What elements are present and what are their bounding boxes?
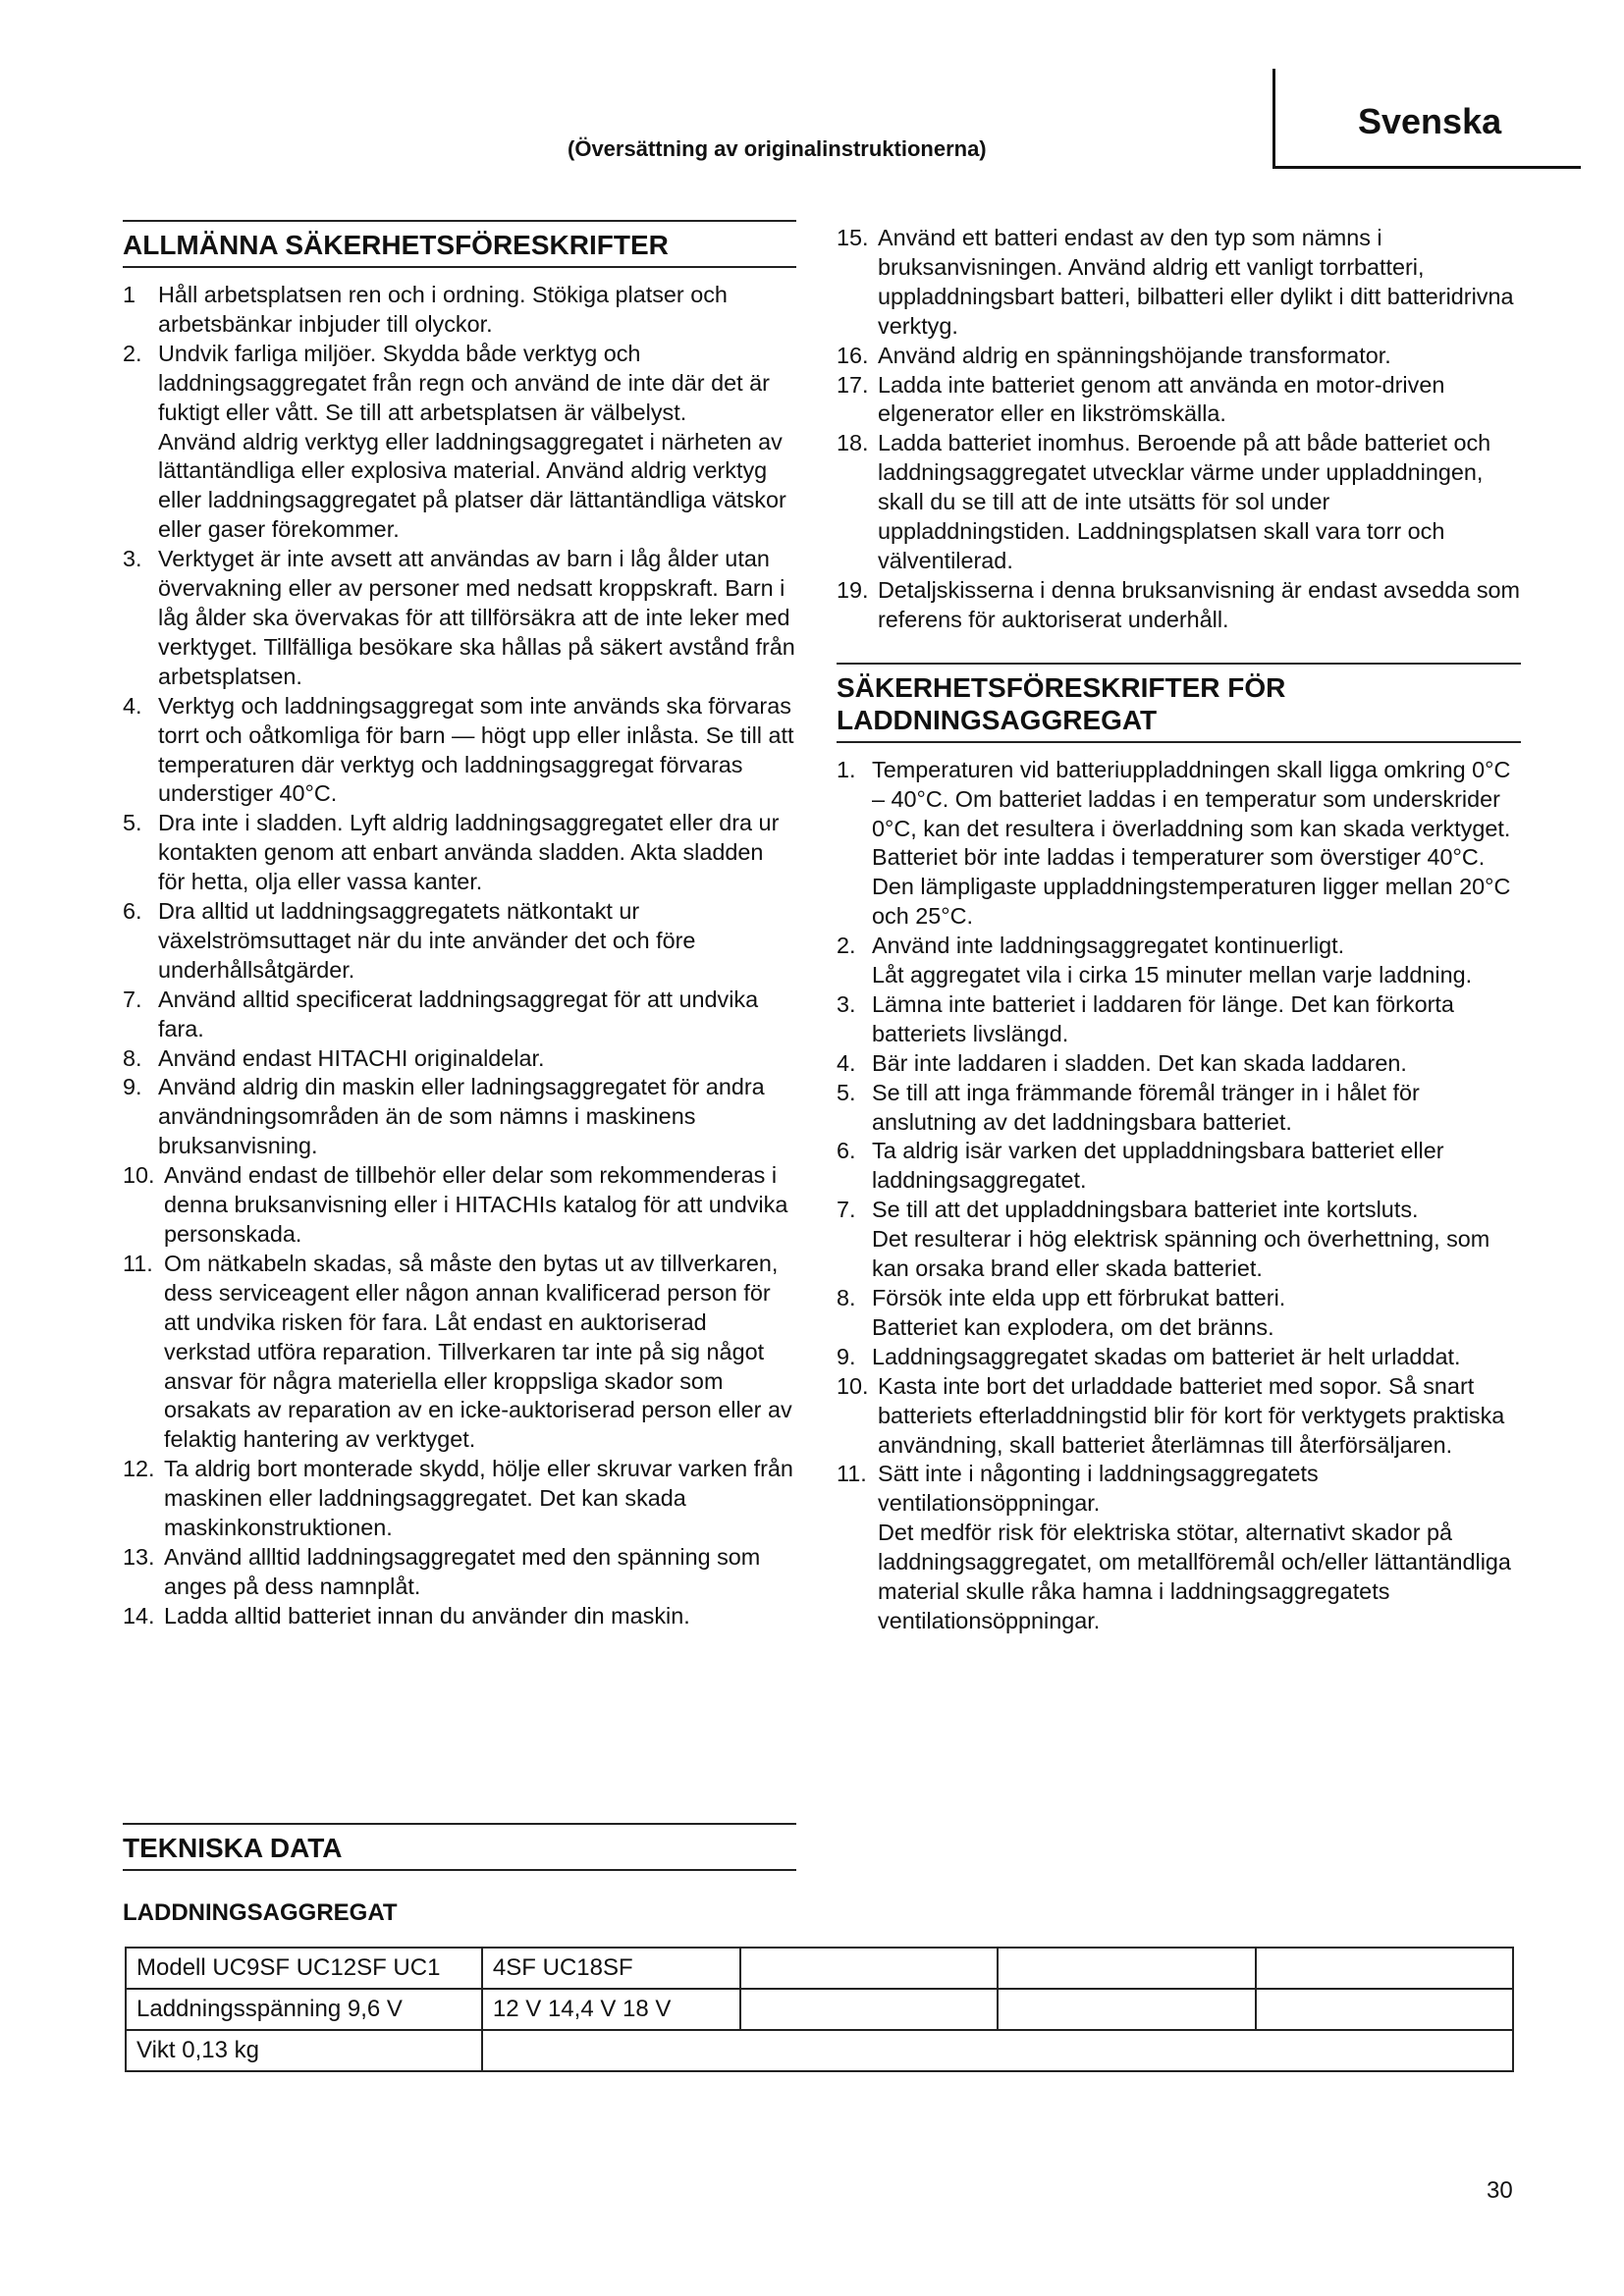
- list-item: [837, 576, 1521, 635]
- item-text: [872, 1049, 1521, 1079]
- item-paragraph: Den lämpligaste uppladdningstemperaturen ligger mellan 20°C och 25°C.: [872, 874, 1511, 930]
- item-text: [878, 429, 1521, 576]
- list-item: [837, 1079, 1521, 1138]
- item-paragraph: Dra alltid ut laddningsaggregatets nätkontakt ur växelströmsuttaget när du inte använder det och före underhållsåtgärder.: [158, 898, 696, 983]
- item-paragraph: Kasta inte bort det urladdade batteriet med sopor. Så snart batteriets efterladdningstid blir för kort för verktygets praktiska användning, skall batteriet återlämnas till återförsäljaren.: [878, 1372, 1505, 1458]
- list-item: [837, 1196, 1521, 1284]
- item-text: [878, 1460, 1521, 1635]
- item-text: [878, 576, 1521, 635]
- right-column: [837, 224, 1521, 1636]
- list-item: [837, 342, 1521, 371]
- spec-table: [125, 1947, 1514, 2072]
- item-text: [872, 1079, 1521, 1138]
- item-number: 6.: [123, 898, 142, 925]
- item-number: 11.: [123, 1250, 153, 1276]
- item-number: 9.: [123, 1074, 142, 1100]
- item-number: 16.: [837, 342, 869, 368]
- item-number: 8.: [837, 1285, 856, 1310]
- item-text: [872, 990, 1521, 1049]
- item-paragraph: Ta aldrig bort monterade skydd, hölje eller skruvar varken från maskinen eller laddningsaggregatet. Det kan skada maskinkonstruktionen.: [164, 1456, 793, 1541]
- item-number: 7.: [837, 1197, 856, 1223]
- list-item: [837, 756, 1521, 932]
- item-paragraph: Använd endast de tillbehör eller delar som rekommenderas i denna bruksanvisning eller i HITACHIs katalog för att undvika personskada.: [164, 1162, 788, 1247]
- item-paragraph: Temperaturen vid batteriuppladdningen skall ligga omkring 0°C – 40°C. Om batteriet laddas i en temperatur som underskrider 0°C, kan det resultera i överladdning som kan skada verktyget.: [872, 756, 1511, 841]
- item-paragraph: Använd endast HITACHI originaldelar.: [158, 1044, 545, 1071]
- item-paragraph: Använd aldrig verktyg eller laddningsaggregatet i närheten av lättantändliga eller explosiva material. Använd aldrig verktyg eller laddningsaggregatet på platser där lättantändliga vätskor eller gaser förekommer.: [158, 428, 786, 543]
- item-text: [164, 1161, 796, 1250]
- list-item: [123, 1073, 796, 1161]
- list-item: [837, 990, 1521, 1049]
- list-item: [123, 1161, 796, 1250]
- list-item: [837, 1137, 1521, 1196]
- list-item: [837, 371, 1521, 430]
- item-number: 7.: [123, 986, 142, 1012]
- item-text: [158, 340, 796, 545]
- item-text: [878, 371, 1521, 430]
- technical-heading: TEKNISKA DATA: [123, 1823, 796, 1871]
- list-item: [837, 1460, 1521, 1635]
- list-item: [123, 1250, 796, 1455]
- general-safety-heading: ALLMÄNNA SÄKERHETSFÖRESKRIFTER: [123, 220, 796, 268]
- spec-cell: [1256, 1989, 1513, 2030]
- item-text: [872, 1284, 1521, 1343]
- item-number: 10.: [123, 1162, 155, 1189]
- list-item: [837, 224, 1521, 342]
- item-text: [878, 342, 1521, 371]
- item-paragraph: Det medför risk för elektriska stötar, alternativt skador på laddningsaggregatet, om metallföremål och/eller lättantändliga material skulle råka hamna i laddningsaggregatets ventilationsöppningar.: [878, 1520, 1511, 1633]
- item-text: [164, 1455, 796, 1543]
- item-paragraph: Undvik farliga miljöer. Skydda både verktyg och laddningsaggregatet från regn och använd de inte där det är fuktigt eller vått. Se till att arbetsplatsen är välbelyst.: [158, 340, 770, 425]
- item-number: 5.: [123, 810, 142, 836]
- item-text: [872, 1137, 1521, 1196]
- spec-cell: Vikt 0,13 kg: [126, 2030, 482, 2071]
- item-paragraph: Använd inte laddningsaggregatet kontinuerligt.: [872, 933, 1345, 959]
- list-item: [123, 1602, 796, 1631]
- item-paragraph: Använd aldrig din maskin eller ladningsaggregatet för andra användningsområden än de som nämns i maskinens bruksanvisning.: [158, 1074, 765, 1159]
- item-paragraph: Ta aldrig isär varken det uppladdningsbara batteriet eller laddningsaggregatet.: [872, 1138, 1444, 1194]
- item-number: 8.: [123, 1044, 142, 1071]
- list-item: [837, 1372, 1521, 1461]
- language-label: Svenska: [1358, 101, 1502, 141]
- item-text: [164, 1250, 796, 1455]
- item-paragraph: Använd aldrig en spänningshöjande transformator.: [878, 342, 1391, 368]
- list-item: [123, 809, 796, 897]
- item-text: [878, 224, 1521, 342]
- list-item: [837, 932, 1521, 990]
- item-text: [158, 809, 796, 897]
- item-paragraph: Sätt inte i någonting i laddningsaggregatets ventilationsöppningar.: [878, 1461, 1319, 1517]
- item-paragraph: Verktyget är inte avsett att användas av barn i låg ålder utan övervakning eller av personer med nedsatt kroppskraft. Barn i låg ålder ska övervakas för att tillförsäkra att de inte leker med verktyget. Tillfälliga besökare ska hållas på säkert avstånd från arbetsplatsen.: [158, 546, 795, 689]
- item-text: [158, 986, 796, 1044]
- spec-cell: Modell UC9SF UC12SF UC1: [126, 1948, 482, 1989]
- list-item: [123, 692, 796, 810]
- general-safety-list: [123, 281, 796, 1631]
- spec-cell: [998, 1948, 1255, 1989]
- spec-cell: [482, 2030, 1513, 2071]
- item-text: [158, 1044, 796, 1074]
- spec-cell: [740, 1948, 998, 1989]
- item-paragraph: Använd allltid laddningsaggregatet med den spänning som anges på dess namnplåt.: [164, 1543, 761, 1599]
- spec-cell: [1256, 1948, 1513, 1989]
- item-text: [872, 1196, 1521, 1284]
- list-item: [123, 897, 796, 986]
- item-paragraph: Dra inte i sladden. Lyft aldrig laddningsaggregatet eller dra ur kontakten genom att enbart använda sladden. Akta sladden för hetta, olja eller vassa kanter.: [158, 810, 780, 895]
- list-item: [123, 281, 796, 340]
- item-paragraph: Bär inte laddaren i sladden. Det kan skada laddaren.: [872, 1049, 1407, 1076]
- item-paragraph: Batteriet bör inte laddas i temperaturer som överstiger 40°C.: [872, 844, 1486, 871]
- item-paragraph: Ladda batteriet inomhus. Beroende på att både batteriet och laddningsaggregatet utvecklar värme under uppladdningen, skall du se till att de inte utsätts för sol under uppladdningstiden. Laddningsplatsen skall vara torr och välventilerad.: [878, 430, 1491, 573]
- list-item: [123, 545, 796, 692]
- charger-safety-heading-line2: LADDNINGSAGGREGAT: [837, 704, 1158, 735]
- translation-subtitle: (Översättning av originalinstruktionerna): [568, 136, 987, 161]
- item-number: 17.: [837, 371, 869, 398]
- technical-subheading: LADDNINGSAGGREGAT: [123, 1899, 398, 1926]
- technical-section: [123, 1823, 796, 1871]
- item-number: 3.: [837, 990, 856, 1017]
- item-number: 1.: [837, 756, 856, 782]
- list-item: [837, 1284, 1521, 1343]
- item-text: [164, 1543, 796, 1602]
- item-paragraph: Om nätkabeln skadas, så måste den bytas ut av tillverkaren, dess serviceagent eller någon annan kvalificerad person för att undvika risken för fara. Låt endast en auktoriserad verkstad utföra reparation. Tillverkaren tar inte på sig något ansvar för några materiella eller kroppsliga skador som orsakats av reparation av en icke-auktoriserad person eller av felaktig hantering av verktyget.: [164, 1250, 792, 1453]
- item-paragraph: Se till att inga främmande föremål tränger in i hålet för anslutning av det laddningsbara batteriet.: [872, 1079, 1420, 1135]
- item-number: 2.: [837, 933, 856, 959]
- spec-cell: [998, 1989, 1255, 2030]
- charger-safety-heading-line1: SÄKERHETSFÖRESKRIFTER FÖR: [837, 671, 1286, 703]
- item-paragraph: Använd ett batteri endast av den typ som nämns i bruksanvisningen. Använd aldrig ett vanligt torrbatteri, uppladdningsbart batteri, bilbatteri eller dylikt i ditt batteridrivna verktyg.: [878, 225, 1514, 339]
- spec-cell: Laddningsspänning 9,6 V: [126, 1989, 482, 2030]
- item-paragraph: Se till att det uppladdningsbara batteriet inte kortsluts.: [872, 1197, 1419, 1223]
- item-text: [872, 932, 1521, 990]
- general-safety-list-continued: [837, 224, 1521, 635]
- item-text: [872, 1343, 1521, 1372]
- list-item: [123, 340, 796, 545]
- item-text: [158, 1073, 796, 1161]
- item-paragraph: Batteriet kan explodera, om det bränns.: [872, 1313, 1274, 1340]
- item-text: [158, 897, 796, 986]
- list-item: [123, 1543, 796, 1602]
- list-item: [837, 429, 1521, 576]
- item-text: [878, 1372, 1521, 1461]
- item-text: [158, 692, 796, 810]
- charger-safety-section: [837, 663, 1521, 1636]
- item-number: 18.: [837, 430, 869, 456]
- spec-row: [126, 2030, 1513, 2071]
- item-number: 9.: [837, 1343, 856, 1369]
- page-number: 30: [1487, 2177, 1513, 2204]
- item-paragraph: Detaljskisserna i denna bruksanvisning är endast avsedda som referens för auktoriserat underhåll.: [878, 576, 1521, 632]
- item-number: 3.: [123, 546, 142, 572]
- item-number: 1: [123, 282, 136, 307]
- item-number: 11.: [837, 1461, 867, 1487]
- item-paragraph: Laddningsaggregatet skadas om batteriet är helt urladdat.: [872, 1343, 1461, 1369]
- item-number: 4.: [123, 692, 142, 719]
- spec-cell: [740, 1989, 998, 2030]
- list-item: [837, 1049, 1521, 1079]
- item-number: 2.: [123, 340, 142, 366]
- item-number: 10.: [837, 1372, 869, 1399]
- item-number: 15.: [837, 225, 869, 250]
- item-paragraph: Det resulterar i hög elektrisk spänning och överhettning, som kan orsaka brand eller skada batteriet.: [872, 1226, 1490, 1282]
- item-number: 12.: [123, 1456, 155, 1482]
- item-text: [164, 1602, 796, 1631]
- item-paragraph: Verktyg och laddningsaggregat som inte används ska förvaras torrt och oåtkomliga för barn — högt upp eller inlåsta. Se till att temperaturen där verktyg och laddningsaggregat förvaras understiger 40°C.: [158, 692, 794, 807]
- item-paragraph: Ladda inte batteriet genom att använda en motor-driven elgenerator eller en likströmskälla.: [878, 371, 1445, 427]
- item-text: [158, 281, 796, 340]
- item-number: 19.: [837, 576, 869, 603]
- item-number: 5.: [837, 1079, 856, 1105]
- spec-row: [126, 1989, 1513, 2030]
- spec-cell: 12 V 14,4 V 18 V: [482, 1989, 740, 2030]
- item-paragraph: Använd alltid specificerat laddningsaggregat för att undvika fara.: [158, 986, 759, 1041]
- item-number: 4.: [837, 1049, 856, 1076]
- item-number: 6.: [837, 1138, 856, 1164]
- spec-cell: 4SF UC18SF: [482, 1948, 740, 1989]
- list-item: [123, 1044, 796, 1074]
- item-paragraph: Ladda alltid batteriet innan du använder din maskin.: [164, 1602, 690, 1629]
- charger-safety-heading: [837, 663, 1521, 743]
- list-item: [837, 1343, 1521, 1372]
- item-paragraph: Lämna inte batteriet i laddaren för länge. Det kan förkorta batteriets livslängd.: [872, 990, 1454, 1046]
- item-paragraph: Låt aggregatet vila i cirka 15 minuter mellan varje laddning.: [872, 962, 1473, 988]
- item-paragraph: Håll arbetsplatsen ren och i ordning. Stökiga platser och arbetsbänkar inbjuder till olyckor.: [158, 282, 728, 337]
- item-text: [158, 545, 796, 692]
- item-number: 14.: [123, 1602, 155, 1629]
- charger-safety-list: [837, 756, 1521, 1636]
- left-column: [123, 220, 796, 1631]
- list-item: [123, 986, 796, 1044]
- list-item: [123, 1455, 796, 1543]
- item-paragraph: Försök inte elda upp ett förbrukat batteri.: [872, 1285, 1286, 1310]
- item-number: 13.: [123, 1543, 155, 1570]
- item-text: [872, 756, 1521, 932]
- spec-row: [126, 1948, 1513, 1989]
